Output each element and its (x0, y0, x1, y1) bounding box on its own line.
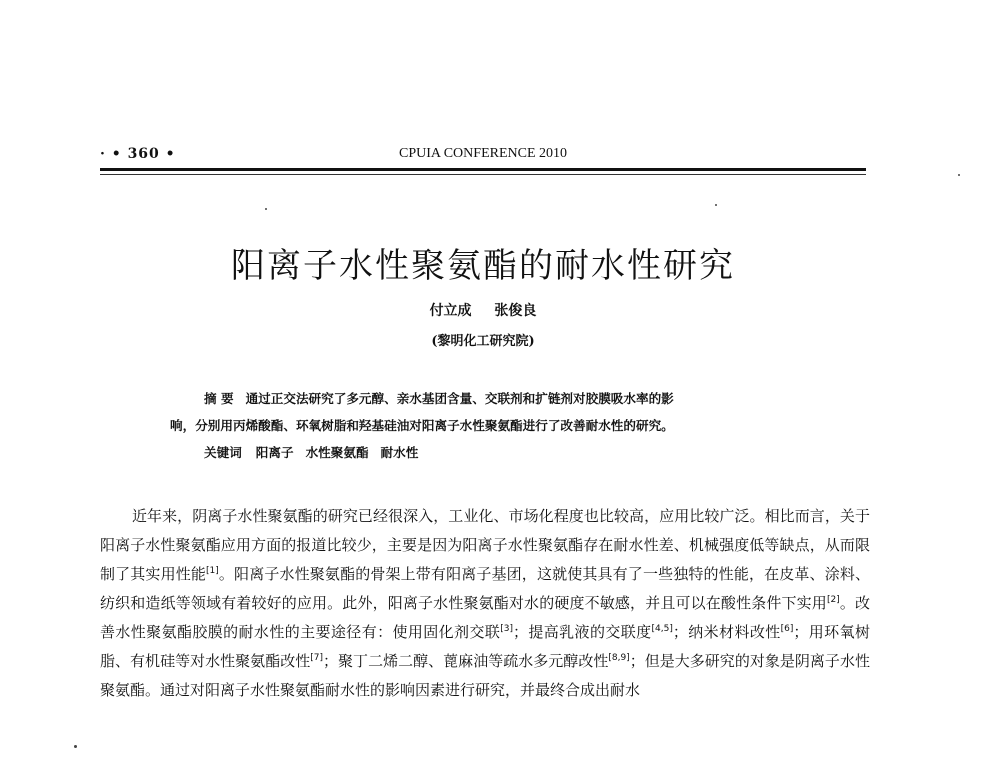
paper-title: 阳离子水性聚氨酯的耐水性研究 (231, 246, 735, 286)
keywords-label: 关键词 (204, 445, 242, 460)
citation: [1] (206, 566, 219, 576)
abstract-line-1 (170, 385, 810, 412)
body-text-segment: ；用环氧树脂、有机硅等对水性聚氨酯改性 (100, 623, 870, 670)
citation: [7] (310, 653, 324, 663)
abstract-text-1: 通过正交法研究了多元醇、亲水基团含量、交联剂和扩链剂对胶膜吸水率的影 (245, 391, 674, 406)
keyword: 阳离子 (255, 445, 294, 460)
page-number: · • 360 • (100, 146, 176, 162)
body-text-segment: ；纳米材料改性 (672, 623, 781, 641)
keywords (204, 442, 430, 461)
body-text-segment: ；但是大多研究的对象是阴离子水性聚氨酯。通过对阳离子水性聚氨酯耐水性的影响因素进行研究，并最终合成出耐水 (100, 652, 870, 699)
citation: [8,9] (608, 653, 630, 663)
body-text-segment: ；提高乳液的交联度 (512, 623, 652, 641)
abstract-line-2: 响，分别用丙烯酸酯、环氧树脂和羟基硅油对阳离子水性聚氨酯进行了改善耐水性的研究。 (170, 418, 674, 433)
scan-speck (74, 745, 77, 748)
body-paragraph (100, 502, 870, 705)
body-text-segment: 近年来，阴离子水性聚氨酯的研究已经很深入，工业化、市场化程度也比较高，应用比较广泛。相比而言，关于阳离子水性聚氨酯应用方面的报道比较少，主要是因为阳离子水性聚氨酯存在耐水性差、机械强度低等缺点，从而限制了其实用性能 (100, 507, 870, 583)
citation: [6] (780, 624, 794, 634)
keyword: 耐水性 (380, 445, 419, 460)
scan-speck (265, 208, 267, 210)
keyword: 水性聚氨酯 (305, 445, 369, 460)
header-rule-thin (100, 174, 866, 175)
citation: [3] (500, 624, 513, 634)
body-text-segment: ；聚丁二烯二醇、蓖麻油等疏水多元醇改性 (323, 652, 609, 670)
citation: [4,5] (651, 624, 673, 634)
abstract (170, 385, 810, 439)
abstract-label: 摘 要 (204, 391, 234, 406)
body-text-segment: 。改善水性聚氨酯胶膜的耐水性的主要途径有：使用固化剂交联 (100, 594, 870, 641)
paper-affiliation: (黎明化工研究院) (431, 334, 535, 349)
citation: [2] (826, 595, 840, 605)
paper-authors: 付立成 张俊良 (429, 303, 537, 319)
scan-speck (958, 174, 960, 176)
conference-name: CPUIA CONFERENCE 2010 (398, 146, 568, 161)
body-text-segment: 。阳离子水性聚氨酯的骨架上带有阳离子基团，这就使其具有了一些独特的性能，在皮革、涂料、纺织和造纸等领域有着较好的应用。此外，阳离子水性聚氨酯对水的硬度不敏感，并且可以在酸性条件下实用 (100, 565, 870, 612)
header-rule-thick (100, 168, 866, 171)
running-header (100, 146, 866, 166)
scan-speck (715, 204, 717, 206)
